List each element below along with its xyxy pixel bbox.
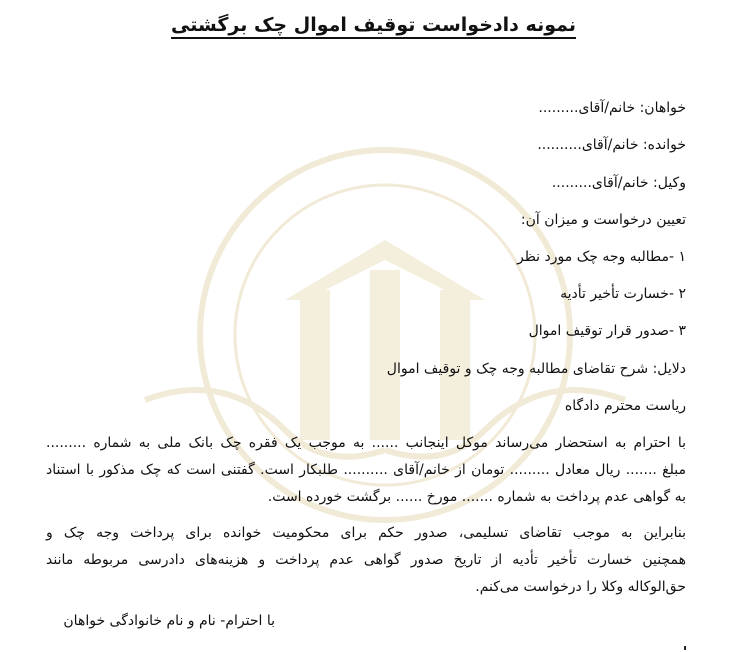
- body-paragraph-1-line: با احترام به استحضار می‌رساند موکل اینجانب ...... به موجب یک فقره چک بانک ملی به شماره .........: [46, 435, 686, 451]
- body-paragraph-1-line: مبلغ ....... ریال معادل ......... تومان از خانم/آقای .......... طلبکار است. گفتنی است که چک مذکور با استناد: [46, 462, 686, 478]
- demand-item-1: ۱ -مطالبه وجه چک مورد نظر: [516, 249, 686, 265]
- page-edge-mark: [684, 646, 686, 650]
- demand-item-2: ۲ -خسارت تأخیر تأدیه: [560, 286, 686, 302]
- body-paragraph-1-line: به گواهی عدم پرداخت به شماره ....... مورخ ...... برگشت خورده است.: [267, 489, 686, 505]
- salutation: ریاست محترم دادگاه: [564, 398, 686, 414]
- document-title: [0, 14, 747, 36]
- body-paragraph-1: [46, 430, 686, 511]
- document-title-text: نمونه دادخواست توقیف اموال چک برگشتی: [171, 14, 576, 36]
- body-paragraph-2: [46, 520, 686, 601]
- body-paragraph-2-line: همچنین خسارت تأخیر تأدیه از تاریخ صدور گواهی عدم پرداخت و هزینه‌های دادرسی مربوطه مانند: [46, 552, 686, 568]
- plaintiff-field: خواهان: خانم/آقای.........: [538, 100, 686, 116]
- body-paragraph-2-line: بنابراین به موجب تقاضای تسلیمی، صدور حکم برای محکومیت خوانده برای پرداخت وجه چک و: [46, 525, 686, 541]
- demand-heading: تعیین درخواست و میزان آن:: [520, 212, 686, 228]
- reasons-line: دلایل: شرح تقاضای مطالبه وجه چک و توقیف اموال: [386, 361, 686, 377]
- demand-item-3: ۳ -صدور قرار توقیف اموال: [528, 323, 686, 339]
- lawyer-field: وکیل: خانم/آقای.........: [551, 175, 686, 191]
- body-paragraph-2-line: حق‌الوکاله وکلا را درخواست می‌کنم.: [475, 579, 686, 595]
- signature-line: با احترام- نام و نام خانوادگی خواهان: [63, 613, 275, 629]
- defendant-field: خوانده: خانم/آقای..........: [537, 137, 686, 153]
